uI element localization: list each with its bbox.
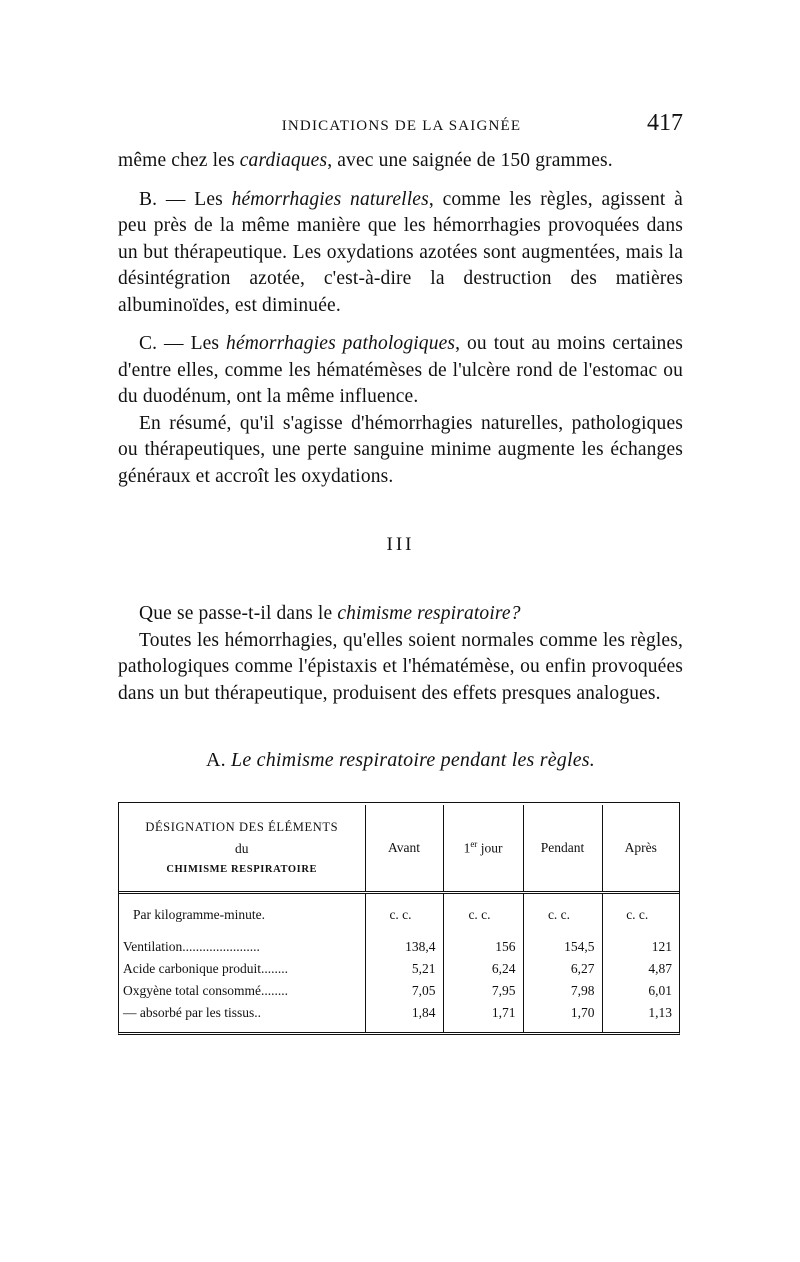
- cell-apres: 121: [602, 936, 679, 958]
- column-premier-jour: [443, 805, 523, 893]
- respiratory-table: [119, 805, 679, 1032]
- paragraph-hemorrhages: Toutes les hémorrhagies, qu'elles soient normales comme les règles, pathologiques comme l'épistaxis et l'hématémèse, ou enfin provoquées dans un but thérapeutique, produisent des effets presques analogues.: [118, 629, 683, 704]
- table-row: [119, 1002, 679, 1032]
- table-row: [119, 980, 679, 1002]
- designation-line-1: DÉSIGNATION DES ÉLÉMENTS: [145, 819, 339, 834]
- unit-avant: c. c.: [365, 893, 443, 937]
- unit-row: [119, 893, 679, 937]
- cell-apres: 1,13: [602, 1002, 679, 1032]
- cell-pendant: 7,98: [523, 980, 602, 1002]
- cell-avant: 1,84: [365, 1002, 443, 1032]
- paragraph-c-text: , ou tout au moins certaines d'entre elles, comme les hématémèses de l'ulcère rond de l'estomac ou du duodénum, ont la même influence.: [118, 333, 684, 407]
- running-title: INDICATIONS DE LA SAIGNÉE: [281, 118, 522, 134]
- cell-jour: 6,24: [443, 958, 523, 980]
- paragraph-c: [118, 331, 683, 411]
- cell-jour: 1,71: [443, 1002, 523, 1032]
- paragraph-1: [118, 148, 683, 175]
- cell-avant: 138,4: [365, 936, 443, 958]
- paragraph-b-lead: B. — Les: [139, 188, 232, 210]
- column-jour-word: jour: [477, 840, 503, 856]
- cell-pendant: 6,27: [523, 958, 602, 980]
- cell-avant: 5,21: [365, 958, 443, 980]
- cell-jour: 7,95: [443, 980, 523, 1002]
- table-title-prefix: A.: [206, 749, 232, 771]
- paragraph-summary: En résumé, qu'il s'agisse d'hémorrhagies naturelles, pathologiques ou thérapeutiques, une perte sanguine minime augmente les échanges généraux et accroît les oxydations.: [118, 412, 683, 487]
- page-header: [118, 108, 683, 148]
- column-avant: Avant: [365, 805, 443, 893]
- paragraph-1-text-end: , avec une saignée de 150 grammes.: [327, 150, 613, 171]
- cell-apres: 6,01: [602, 980, 679, 1002]
- table-row: [119, 958, 679, 980]
- paragraph-question-italic: chimisme respiratoire: [337, 603, 511, 624]
- row-label: — absorbé par les tissus..: [123, 1005, 261, 1020]
- paragraph-question: [118, 601, 683, 628]
- cell-pendant: 1,70: [523, 1002, 602, 1032]
- paragraph-b-italic: hémorrhagies naturelles: [231, 188, 429, 210]
- section-number: III: [386, 534, 415, 555]
- row-label: Ventilation.......................: [123, 939, 260, 954]
- paragraph-question-text: Que se passe-t-il dans le: [139, 603, 338, 624]
- designation-line-2: du: [235, 840, 249, 856]
- page-number: 417: [647, 110, 683, 136]
- paragraph-1-italic: cardiaques: [239, 150, 328, 171]
- table-row: [119, 936, 679, 958]
- paragraph-c-italic: hémorrhagies pathologiques: [226, 333, 456, 354]
- cell-pendant: 154,5: [523, 936, 602, 958]
- paragraph-question-mark: ?: [510, 603, 521, 624]
- book-page: [118, 108, 683, 1035]
- cell-apres: 4,87: [602, 958, 679, 980]
- row-label: Acide carbonique produit........: [123, 961, 288, 976]
- column-pendant: Pendant: [523, 805, 602, 893]
- cell-avant: 7,05: [365, 980, 443, 1002]
- designation-header: [119, 805, 365, 893]
- unit-jour: c. c.: [443, 893, 523, 937]
- paragraph-1-text: même chez les: [118, 150, 240, 171]
- row-label: Oxgyène total consommé........: [123, 983, 288, 998]
- column-jour-number: 1: [463, 840, 471, 856]
- data-table-frame: [118, 802, 680, 1035]
- paragraph-b: [118, 187, 683, 320]
- column-apres: Après: [602, 805, 679, 893]
- unit-pendant: c. c.: [523, 893, 602, 937]
- column-jour-sup: er: [470, 839, 478, 850]
- table-title-text: Le chimisme respiratoire pendant les règles.: [231, 749, 595, 771]
- designation-line-3: CHIMISME RESPIRATOIRE: [166, 863, 318, 875]
- paragraph-c-lead: C. — Les: [139, 333, 227, 354]
- unit-apres: c. c.: [602, 893, 679, 937]
- paragraph-b-text: , comme les règles, agissent à peu près de la même manière que les hémorrhagies provoquées dans un but thérapeutique. Les oxydations azotées sont augmentées, mais la désintégration azotée, c'est-à-dire la destruction des matières albuminoïdes, est diminuée.: [118, 188, 683, 316]
- unit-label: Par kilogramme-minute.: [133, 907, 265, 922]
- cell-jour: 156: [443, 936, 523, 958]
- table-title: [118, 749, 683, 772]
- table-header-row: [119, 805, 679, 893]
